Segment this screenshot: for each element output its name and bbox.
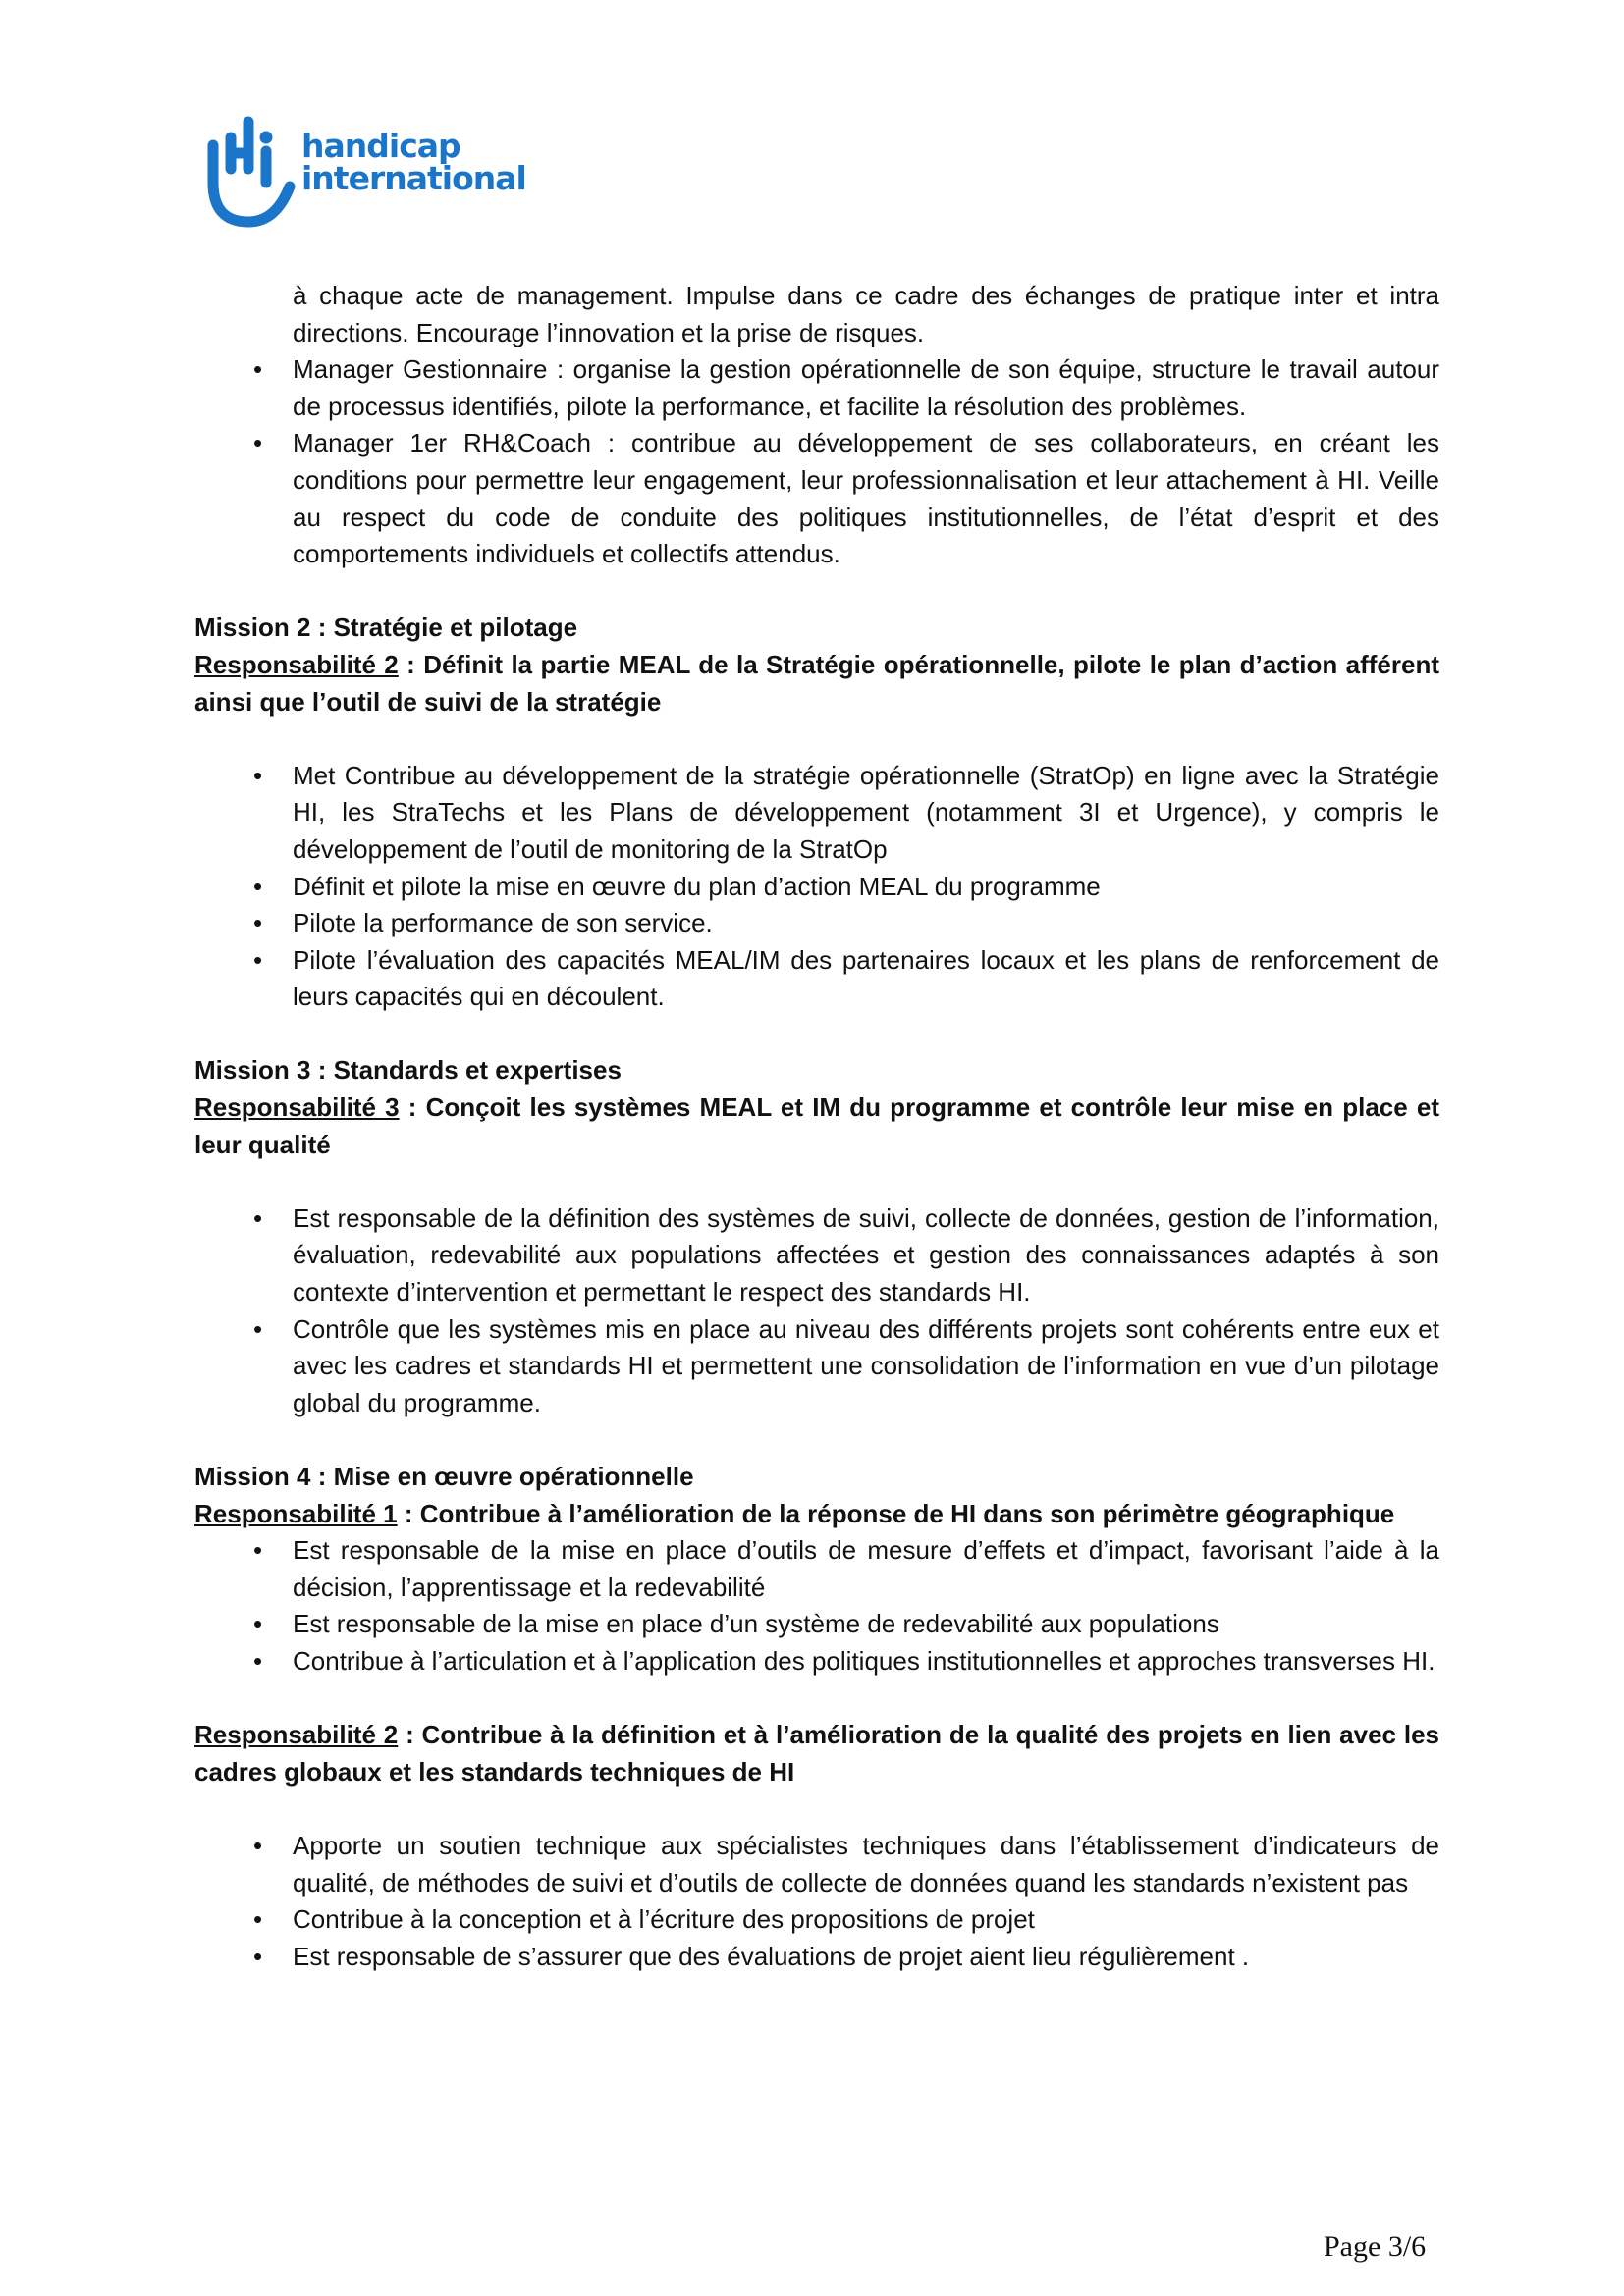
- mission-2-bullet-list: [194, 758, 1439, 1016]
- responsibility-text: : Conçoit les systèmes MEAL et IM du programme et contrôle leur mise en place et leur qualité: [194, 1093, 1439, 1159]
- list-item: • Est responsable de la définition des systèmes de suivi, collecte de données, gestion de l’information, évaluation, redevabilité aux populations affectées et gestion des connaissances adaptés à son contexte d’intervention et permettant le respect des standards HI.: [194, 1201, 1439, 1311]
- spacer: [194, 1681, 1439, 1718]
- logo-line-2: international: [301, 159, 526, 197]
- responsibility-label: Responsabilité 1: [194, 1498, 398, 1528]
- list-item: • Est responsable de s’assurer que des évaluations de projet aient lieu régulièrement .: [194, 1939, 1439, 1976]
- responsibility-label: Responsabilité 3: [194, 1093, 400, 1123]
- mission-4-responsibility-2-bullet-list: [194, 1828, 1439, 1975]
- mission-4-responsibility-2-heading: [194, 1717, 1439, 1790]
- logo-wordmark: [301, 127, 526, 197]
- list-item: • Pilote la performance de son service.: [194, 905, 1439, 942]
- spacer: [194, 1016, 1439, 1053]
- responsibility-label: Responsabilité 2: [194, 1720, 399, 1750]
- spacer: [194, 573, 1439, 611]
- list-item: • Contribue à l’articulation et à l’application des politiques institutionnelles et approches transverses HI.: [194, 1643, 1439, 1681]
- intro-continuation: à chaque acte de management. Impulse dans ce cadre des échanges de pratique inter et intra directions. Encourage l’innovation et la prise de risques.: [293, 281, 1439, 347]
- list-item: • Apporte un soutien technique aux spécialistes techniques dans l’établissement d’indicateurs de qualité, de méthodes de suivi et d’outils de collecte de données quand les standards n’existent pas: [194, 1828, 1439, 1901]
- list-item: • Pilote l’évaluation des capacités MEAL/IM des partenaires locaux et les plans de renforcement de leurs capacités qui en découlent.: [194, 942, 1439, 1016]
- mission-2-responsibility-heading: [194, 647, 1439, 721]
- spacer: [194, 1421, 1439, 1459]
- responsibility-text: : Contribue à l’amélioration de la réponse de HI dans son périmètre géographique: [397, 1498, 1395, 1528]
- list-item: • Contribue à la conception et à l’écriture des propositions de projet: [194, 1901, 1439, 1939]
- document-body: [194, 278, 1439, 1975]
- mission-2-title: Mission 2 : Stratégie et pilotage: [194, 613, 578, 643]
- responsibility-label: Responsabilité 2: [194, 649, 399, 679]
- spacer: [194, 1163, 1439, 1201]
- list-item: • Est responsable de la mise en place d’un système de redevabilité aux populations: [194, 1606, 1439, 1643]
- page-number: Page 3/6: [1324, 2230, 1427, 2263]
- logo-line-1: handicap: [301, 127, 460, 165]
- list-item: • Met Contribue au développement de la stratégie opérationnelle (StratOp) en ligne avec la Stratégie HI, les StraTechs et les Plans de développement (notamment 3I et Urgence), y compris le développement de l’outil de monitoring de la StratOp: [194, 758, 1439, 869]
- spacer: [194, 1790, 1439, 1828]
- mission-3-bullet-list: [194, 1201, 1439, 1422]
- mission-4-title: Mission 4 : Mise en œuvre opérationnelle: [194, 1462, 694, 1491]
- handicap-international-logo: [201, 106, 535, 234]
- mission-3-title: Mission 3 : Standards et expertises: [194, 1055, 622, 1086]
- responsibility-text: : Définit la partie MEAL de la Stratégie opérationnelle, pilote le plan d’action afférent ainsi que l’outil de suivi de la stratégie: [194, 649, 1439, 717]
- mission-3-responsibility-heading: [194, 1090, 1439, 1163]
- hand-hi-logo-icon: [201, 106, 299, 234]
- responsibility-text: : Contribue à la définition et à l’amélioration de la qualité des projets en lien avec les cadres globaux et les standards techniques de HI: [194, 1720, 1439, 1787]
- mission-4-responsibility-1-bullet-list: [194, 1532, 1439, 1680]
- list-item: • Manager Gestionnaire : organise la gestion opérationnelle de son équipe, structure le travail autour de processus identifiés, pilote la performance, et facilite la résolution des problèmes.: [194, 351, 1439, 425]
- spacer: [194, 721, 1439, 758]
- intro-bullet-list: [194, 351, 1439, 573]
- list-item: • Manager 1er RH&Coach : contribue au développement de ses collaborateurs, en créant les conditions pour permettre leur engagement, leur professionnalisation et leur attachement à HI. Veille au respect du code de conduite des politiques institutionnelles, de l’état d’esprit et des comportements individuels et collectifs attendus.: [194, 425, 1439, 572]
- list-item: • Est responsable de la mise en place d’outils de mesure d’effets et d’impact, favorisant l’aide à la décision, l’apprentissage et la redevabilité: [194, 1532, 1439, 1606]
- list-item: • Définit et pilote la mise en œuvre du plan d’action MEAL du programme: [194, 869, 1439, 906]
- mission-4-responsibility-1-heading: [194, 1496, 1439, 1533]
- list-item: • Contrôle que les systèmes mis en place au niveau des différents projets sont cohérents entre eux et avec les cadres et standards HI et permettent une consolidation de l’information en vue d’un pilotage global du programme.: [194, 1311, 1439, 1422]
